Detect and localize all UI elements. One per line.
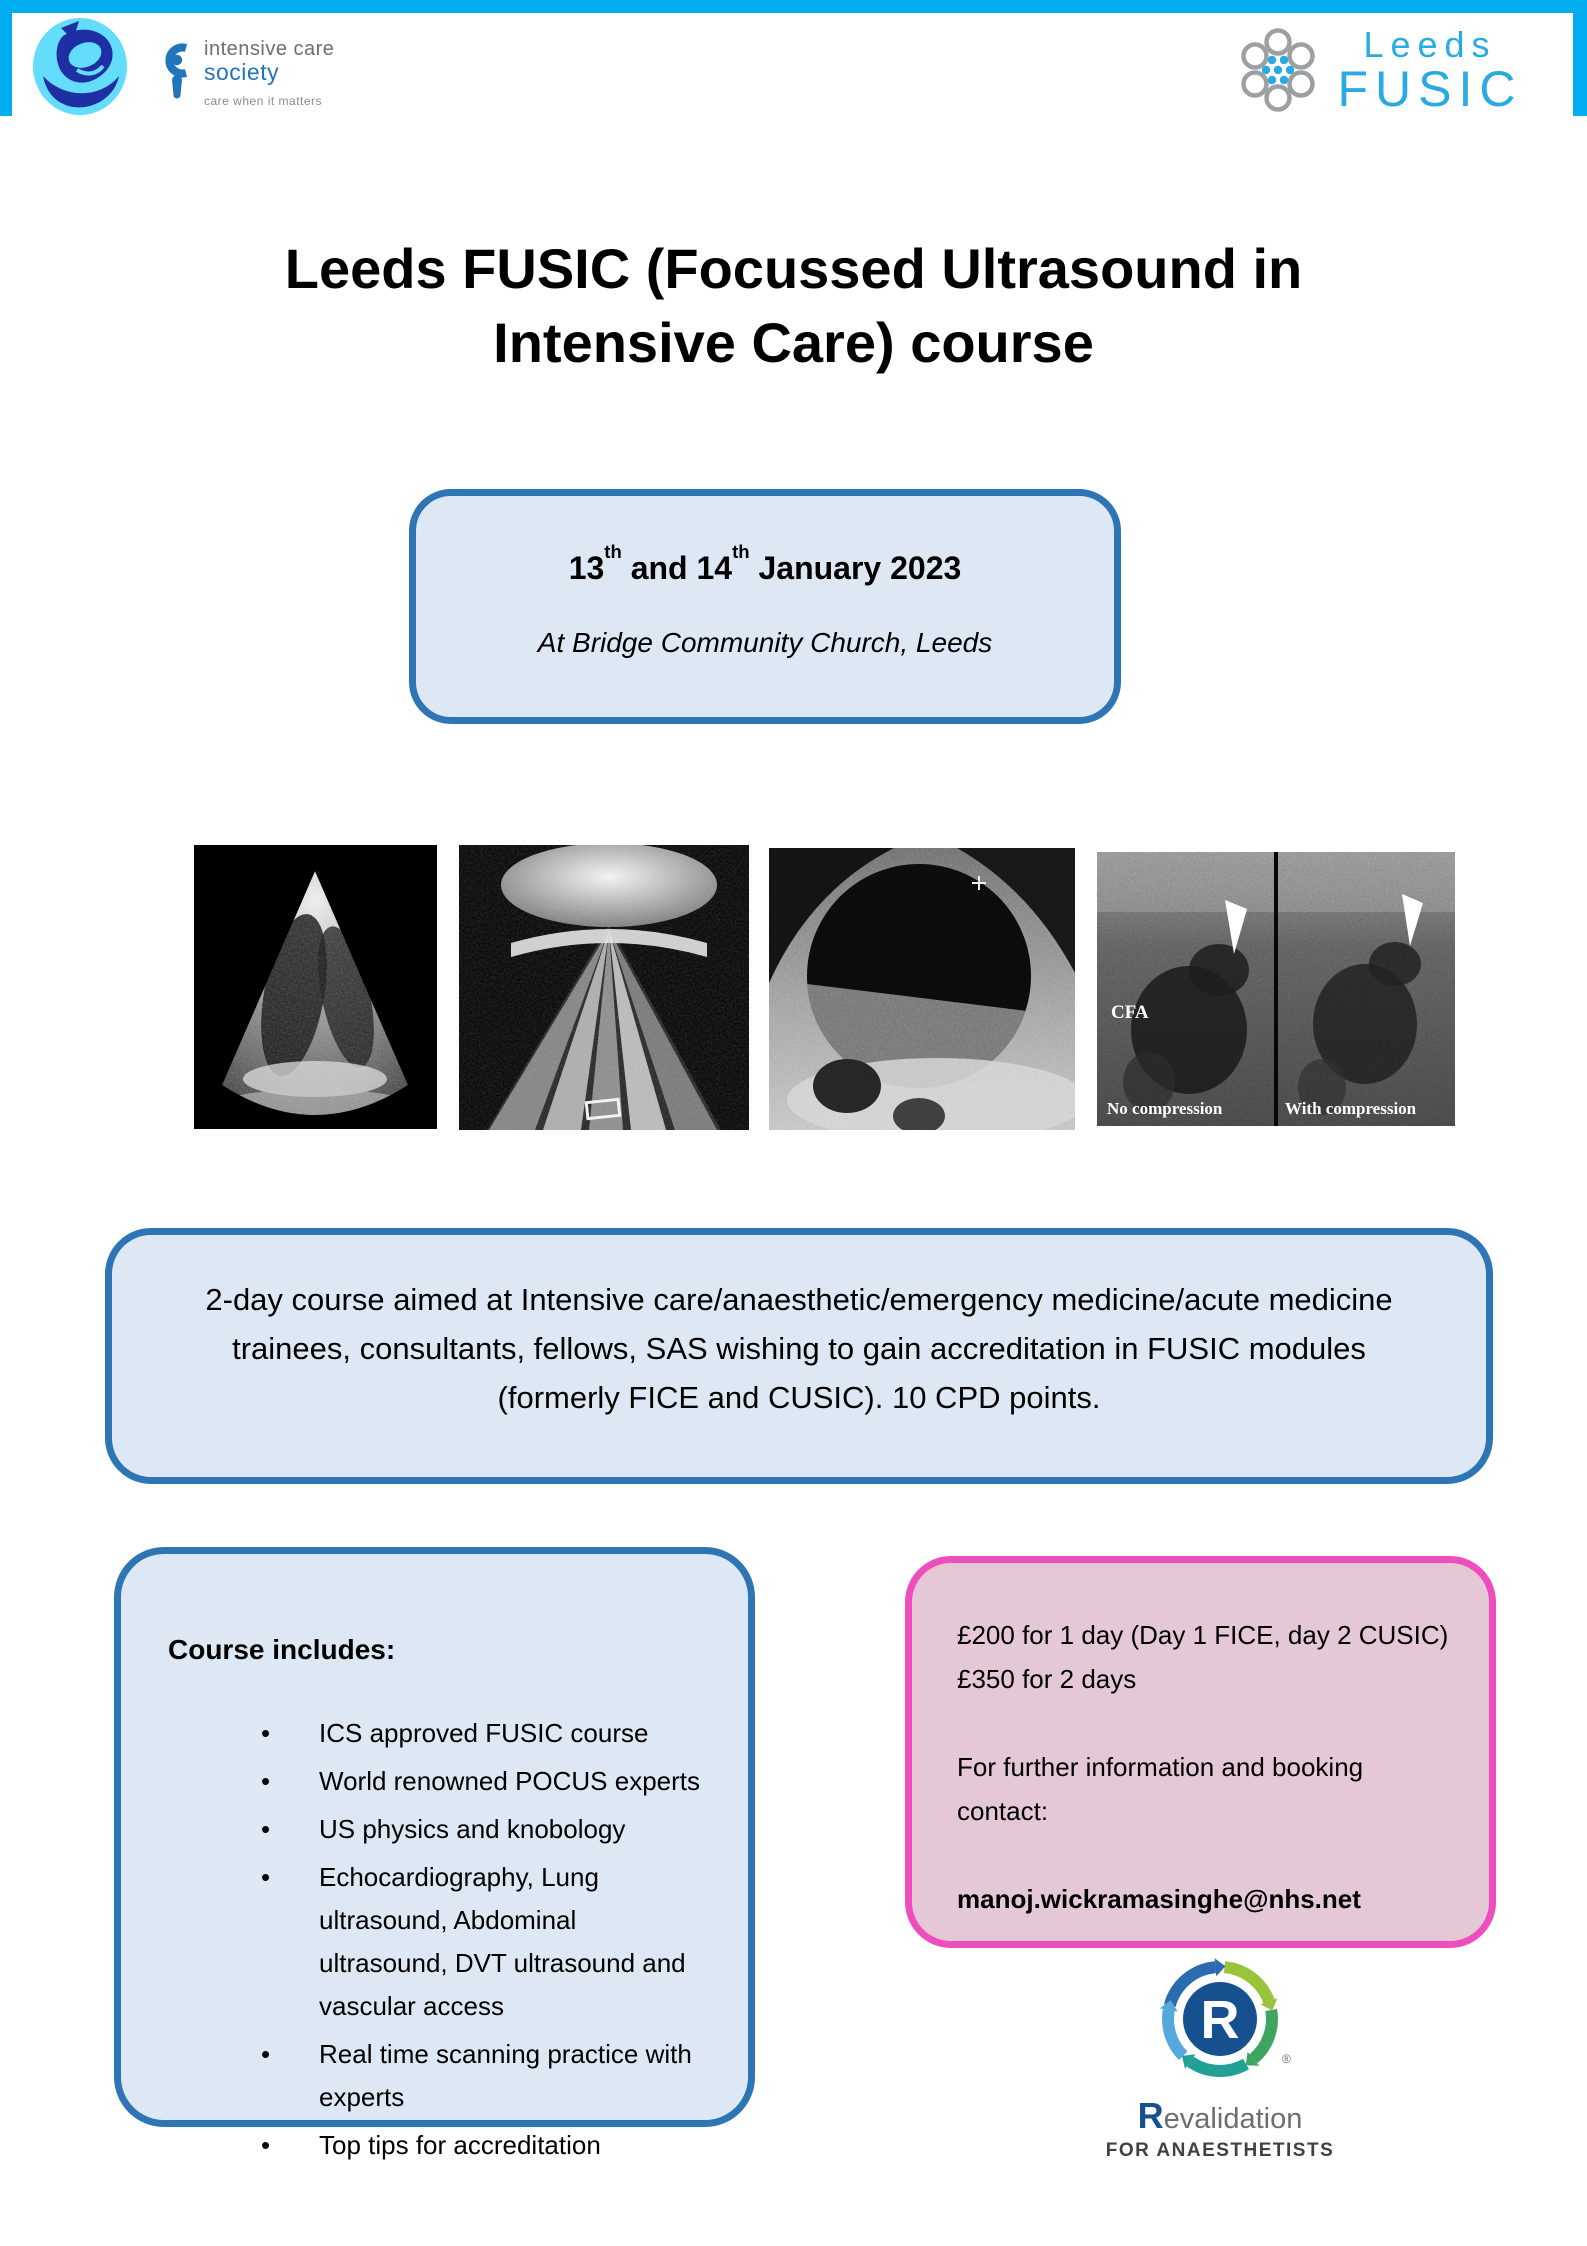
price-two-days: £350 for 2 days (957, 1664, 1137, 1694)
fusic-molecule-icon (1237, 27, 1319, 115)
revalidation-r-mark: R (1200, 1990, 1240, 2050)
course-includes-heading: Course includes: (168, 1634, 396, 1665)
ics-logo-tagline: care when it matters (204, 94, 323, 108)
left-accent-bar (0, 0, 12, 116)
list-item (261, 1808, 703, 1851)
bullet-icon: • (261, 1862, 271, 1892)
audience-box (105, 1228, 1493, 1484)
ics-logo-line2: society (204, 59, 280, 85)
fusic-logo-leeds: Leeds (1363, 24, 1497, 65)
bullet-icon: • (261, 1718, 271, 1748)
registered-trademark-icon: ® (1282, 2052, 1291, 2066)
page-title (0, 232, 1587, 380)
course-item-text: US physics and knobology (319, 1814, 626, 1844)
course-item-text: ICS approved FUSIC course (319, 1718, 649, 1748)
date-venue-box (409, 489, 1121, 724)
course-item-text: World renowned POCUS experts (319, 1766, 701, 1796)
bullet-icon: • (261, 2039, 271, 2069)
list-item (261, 1760, 703, 1803)
contact-email: manoj.wickramasinghe@nhs.net (957, 1884, 1361, 1914)
echo-ultrasound-image (194, 845, 437, 1129)
list-item (261, 2033, 703, 2119)
ics-logo-icon (33, 18, 127, 115)
top-accent-bar (0, 0, 1587, 13)
course-venue: At Bridge Community Church, Leeds (537, 627, 993, 658)
pricing-contact-box (905, 1556, 1496, 1948)
ics-logo-line1: intensive care (204, 38, 335, 60)
audience-line3: (formerly FICE and CUSIC). 10 CPD points. (497, 1380, 1101, 1415)
ics-logo-lockup (158, 38, 478, 108)
audience-line2: trainees, consultants, fellows, SAS wishing to gain accreditation in FUSIC modules (232, 1331, 1366, 1366)
bullet-icon: • (261, 2130, 271, 2160)
ics-bird-icon (33, 18, 127, 115)
right-accent-bar (1573, 0, 1587, 116)
bullet-icon: • (261, 1814, 271, 1844)
bullet-icon: • (261, 1766, 271, 1796)
ics-mark-icon (158, 42, 194, 102)
revalidation-wordmark: Revalidation (1137, 2095, 1303, 2136)
bladder-ultrasound-image (769, 848, 1075, 1130)
course-item-text: Real time scanning practice with experts (319, 2039, 692, 2112)
revalidation-cycle-icon (1142, 1953, 1298, 2093)
contact-intro: For further information and booking contact: (957, 1752, 1364, 1826)
revalidation-logo (1100, 1953, 1340, 2162)
dvt-label-with-compression: With compression (1285, 1099, 1417, 1118)
course-dates: 13th and 14th January 2023 (568, 541, 962, 586)
price-one-day: £200 for 1 day (Day 1 FICE, day 2 CUSIC) (957, 1620, 1449, 1650)
audience-line1: 2-day course aimed at Intensive care/anaesthetic/emergency medicine/acute medicine (205, 1282, 1393, 1317)
revalidation-subtitle: FOR ANAESTHETISTS (1105, 2140, 1335, 2161)
course-item-text: Echocardiography, Lung ultrasound, Abdominal ultrasound, DVT ultrasound and vascular access (319, 1862, 686, 2021)
course-includes-list (261, 1712, 703, 2167)
dvt-label-no-compression: No compression (1107, 1099, 1223, 1118)
page-title-line2: Intensive Care) course (493, 310, 1094, 374)
course-item-text: Top tips for accreditation (319, 2130, 601, 2160)
list-item (261, 1856, 703, 2028)
course-includes-box (114, 1547, 755, 2160)
fusic-logo-fusic: FUSIC (1337, 61, 1523, 117)
list-item (261, 1712, 703, 1755)
page-title-line1: Leeds FUSIC (Focussed Ultrasound in (284, 236, 1303, 300)
list-item (261, 2124, 703, 2167)
dvt-compression-ultrasound-image (1097, 852, 1455, 1126)
dvt-label-cfa: CFA (1111, 1002, 1149, 1023)
lung-ultrasound-image (459, 845, 749, 1130)
fusic-logo-lockup (1325, 24, 1535, 117)
